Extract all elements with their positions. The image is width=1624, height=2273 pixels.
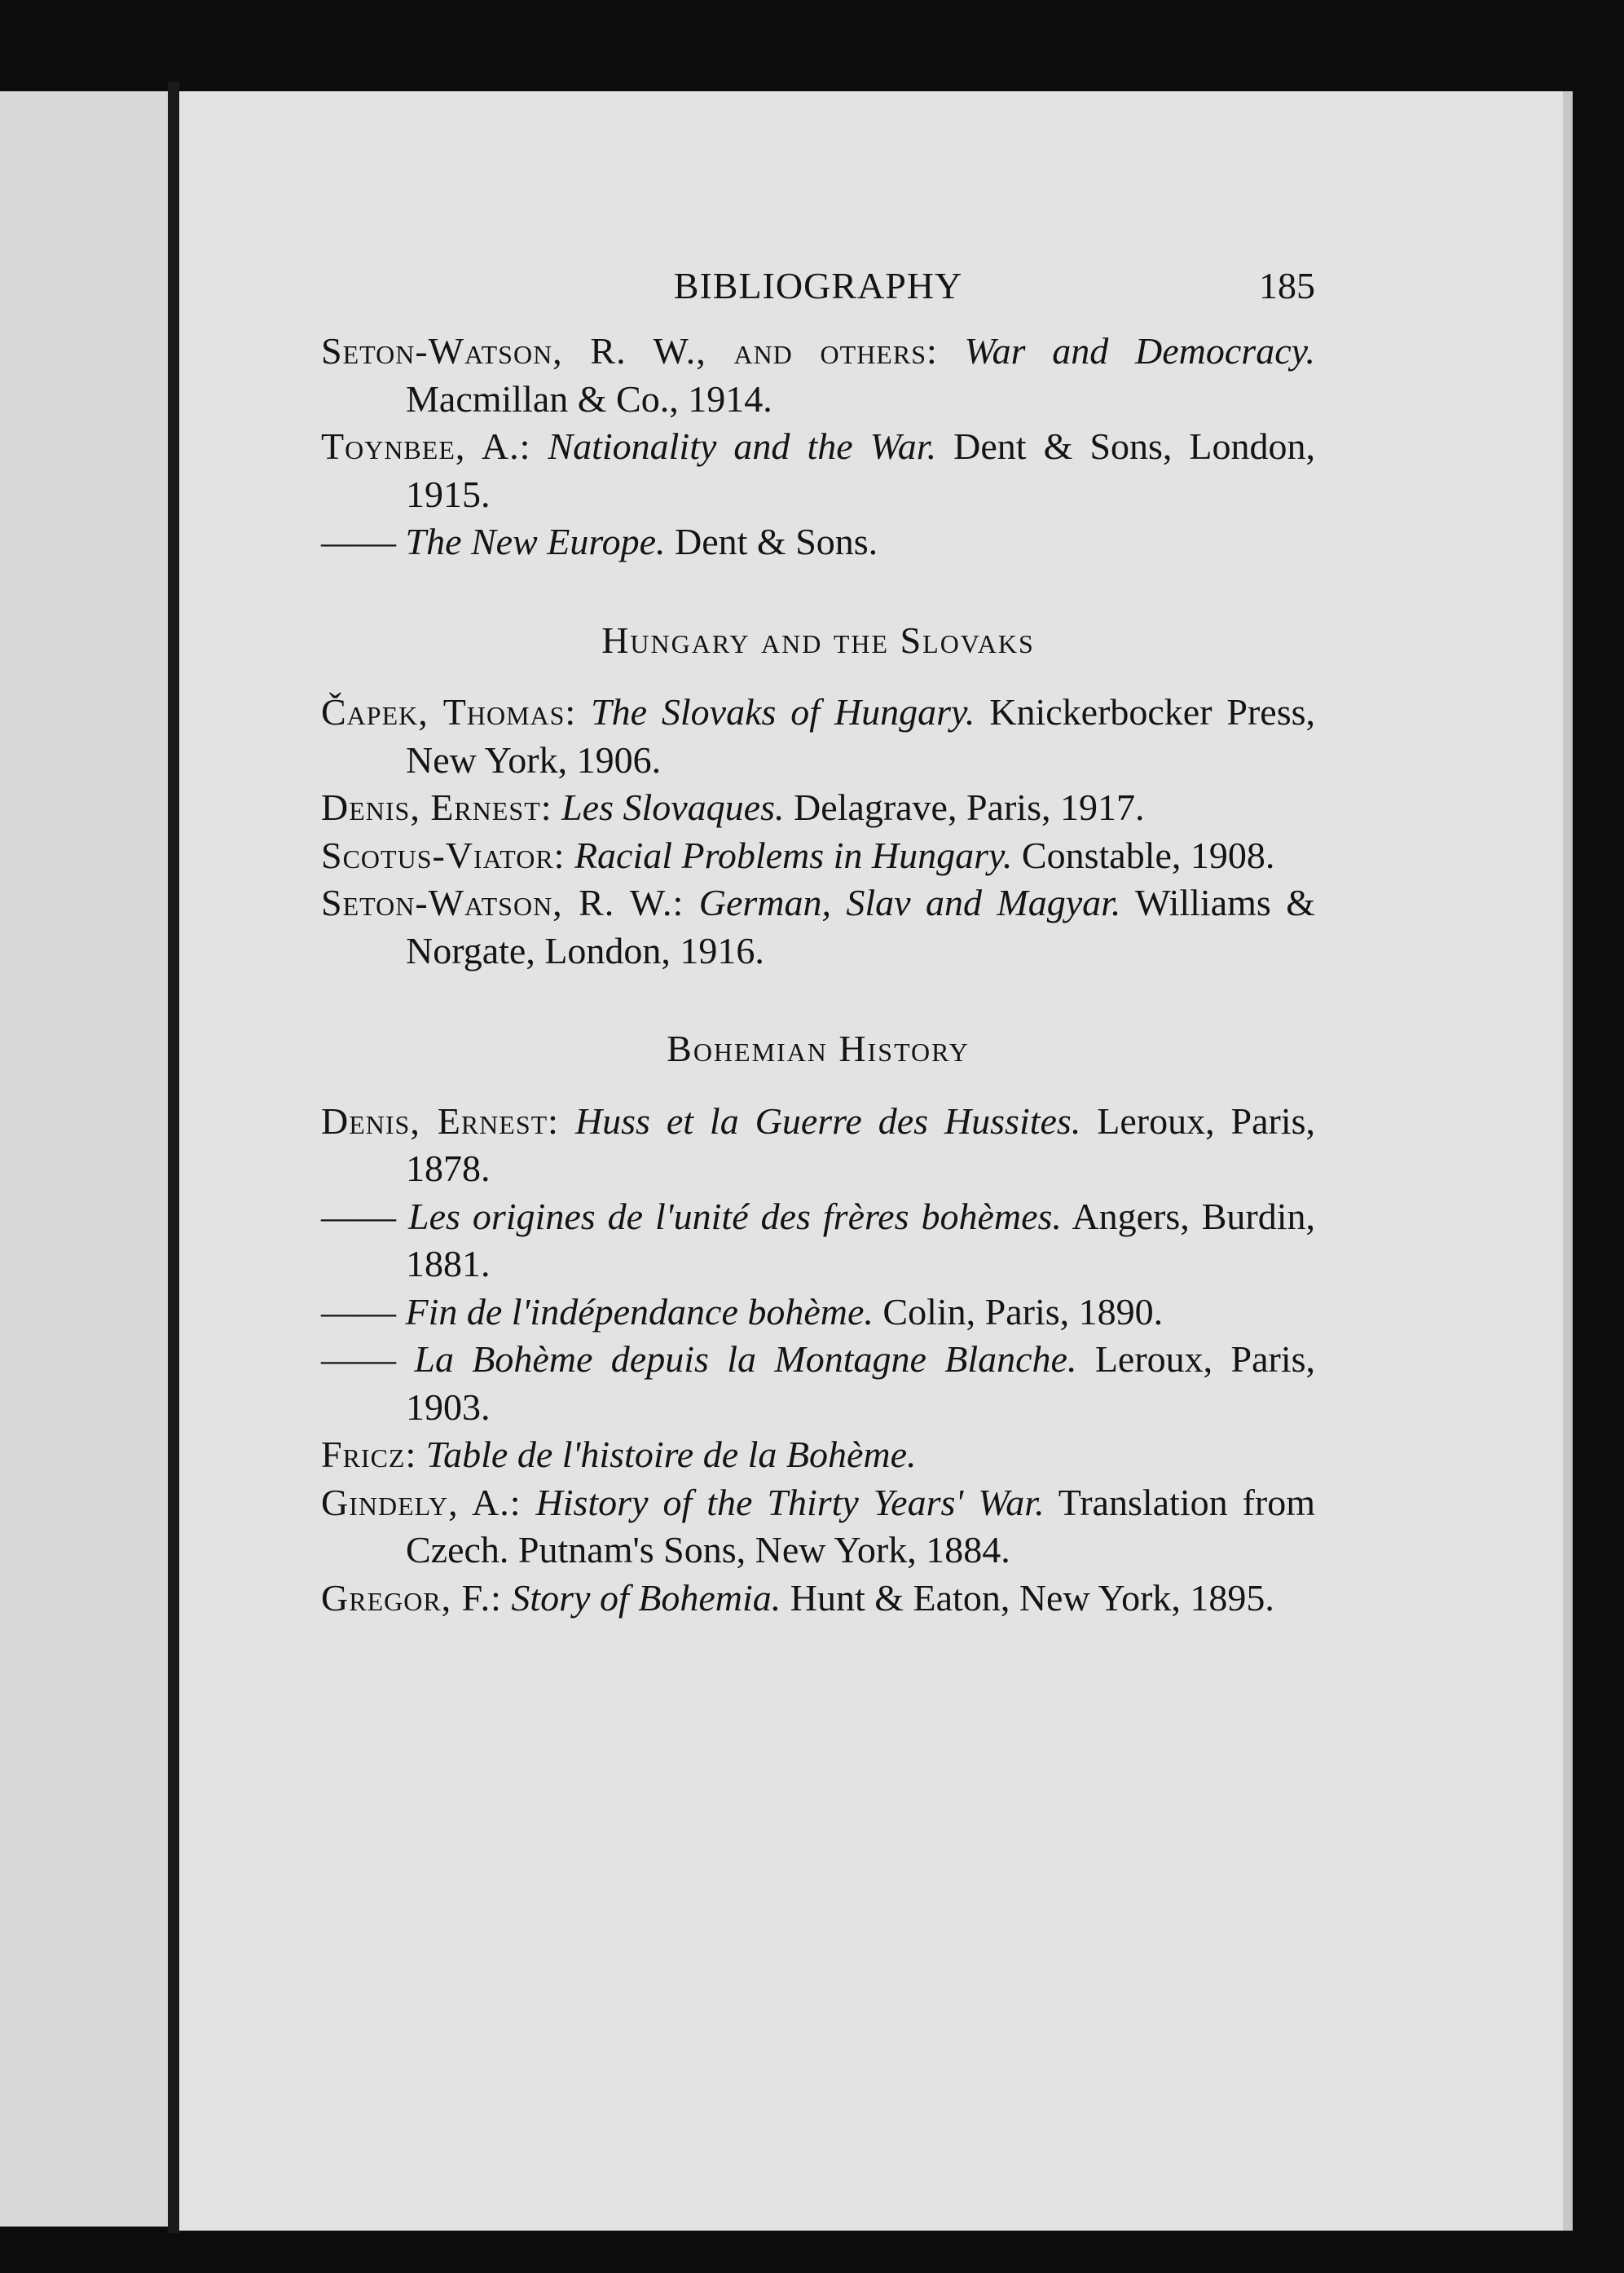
entry-author: Gindely, A.: [321, 1481, 522, 1523]
entry-publication: Williams & Norgate, London, 1916. [406, 882, 1315, 971]
bibliography-list-hungary [321, 689, 1315, 975]
entry-publication: Dent & Sons. [675, 521, 878, 562]
entry-publication: Leroux, Paris, 1903. [406, 1338, 1316, 1428]
page-header [321, 259, 1315, 320]
page-edge [1563, 91, 1573, 2231]
bibliography-entry [321, 832, 1315, 880]
entry-title: German, Slav and Magyar. [698, 882, 1121, 923]
bibliography-entry [321, 518, 1315, 566]
bibliography-entry [321, 1575, 1315, 1623]
entry-author: Čapek, Thomas: [321, 691, 577, 733]
entry-publication: Constable, 1908. [1021, 834, 1275, 876]
bibliography-list-bohemian [321, 1098, 1315, 1623]
entry-title: Fin de l'indépendance bohème. [405, 1290, 874, 1333]
section-heading-bohemian: Bohemian History [667, 1028, 970, 1069]
bibliography-entry [321, 423, 1315, 518]
entry-title: The New Europe. [405, 521, 666, 562]
entry-publication: Knickerbocker Press, New York, 1906. [406, 691, 1316, 781]
entry-author: Gregor, F.: [321, 1576, 502, 1619]
entry-author: Toynbee, A.: [321, 425, 531, 467]
bibliography-entry [321, 1479, 1315, 1575]
entry-title: Nationality and the War. [548, 425, 937, 467]
entry-ditto-dash: —— [321, 521, 396, 562]
section-heading-hungary: Hungary and the Slovaks [601, 619, 1035, 661]
entry-title: The Slovaks of Hungary. [591, 691, 975, 733]
entry-title: Story of Bohemia. [511, 1576, 781, 1619]
entry-title: Table de l'histoire de la Bohème. [425, 1434, 917, 1475]
entry-title: Les origines de l'unité des frères bohèmes. [407, 1195, 1062, 1237]
running-head: BIBLIOGRAPHY [673, 265, 963, 306]
entry-publication: Angers, Burdin, 1881. [406, 1195, 1316, 1284]
facing-page-margin [0, 91, 169, 2227]
entry-author: Denis, Ernest: [321, 786, 552, 828]
bibliography-entry [321, 689, 1315, 784]
page-number: 185 [1259, 265, 1315, 306]
entry-ditto-dash: —— [321, 1338, 396, 1380]
entry-author: Seton-Watson, R. W.: [321, 882, 684, 923]
bibliography-entry [321, 328, 1315, 423]
entry-title: Racial Problems in Hungary. [574, 834, 1013, 876]
bibliography-entry [321, 1431, 1315, 1479]
bibliography-entry [321, 784, 1315, 832]
entry-author: Seton-Watson, R. W., and others: [321, 330, 938, 372]
entry-author: Denis, Ernest: [321, 1099, 559, 1142]
entry-author: Scotus-Viator: [321, 834, 566, 876]
bibliography-list-top [321, 328, 1315, 566]
bibliography-entry [321, 1193, 1315, 1288]
page-text [321, 259, 1315, 1622]
entry-title: Les Slovaques. [561, 786, 785, 828]
entry-publication: Colin, Paris, 1890. [882, 1290, 1164, 1333]
bibliography-entry [321, 879, 1315, 975]
entry-publication: Translation from Czech. Putnam's Sons, New York, 1884. [406, 1481, 1315, 1570]
entry-ditto-dash: —— [321, 1195, 396, 1237]
entry-title: War and Democracy. [964, 330, 1315, 372]
entry-title: History of the Thirty Years' War. [535, 1481, 1045, 1523]
bibliography-entry [321, 1098, 1315, 1193]
entry-publication: Leroux, Paris, 1878. [406, 1099, 1315, 1189]
entry-publication: Dent & Sons, London, 1915. [406, 425, 1315, 515]
entry-publication: Macmillan & Co., 1914. [406, 377, 772, 420]
entry-title: La Bohème depuis la Montagne Blanche. [414, 1338, 1077, 1380]
entry-publication: Delagrave, Paris, 1917. [793, 786, 1145, 828]
bibliography-entry [321, 1336, 1315, 1431]
entry-author: Fricz: [321, 1434, 417, 1475]
entry-ditto-dash: —— [321, 1290, 396, 1333]
book-gutter [168, 81, 179, 2233]
bibliography-entry [321, 1288, 1315, 1337]
entry-title: Huss et la Guerre des Hussites. [574, 1099, 1081, 1142]
entry-publication: Hunt & Eaton, New York, 1895. [790, 1576, 1274, 1619]
